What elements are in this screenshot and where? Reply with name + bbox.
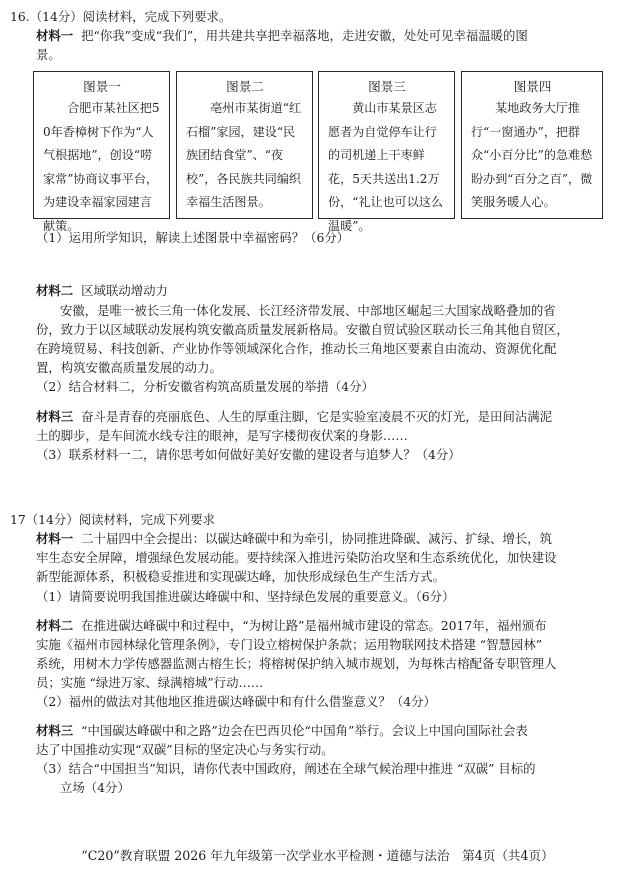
q16-material2-line: 置，构筑安徽高质量发展的动力。 (36, 360, 222, 375)
q16-material2-header (36, 283, 168, 299)
q17-material2-line3: 系统，用树木力学传感器监测古榕生长；将榕树保护纳入城市规划，为每株古榕配备专职管理人 (36, 656, 557, 671)
scene-text: 某地政务大厅推行“一窗通办”，把群众“小百分比”的急难愁盼办到“百分之百”，微笑服务暖人心。 (471, 101, 593, 210)
q16-material2-title: 区域联动增动力 (81, 283, 168, 298)
q17-material1-line2: 牢生态安全屏障，增强绿色发展动能。要持续深入推进污染防治攻坚和生态系统优化，加快建设 (36, 550, 557, 565)
scene-title: 图景一 (83, 79, 121, 94)
scene-box-4 (461, 71, 603, 219)
scene-title: 图景三 (368, 79, 406, 94)
scene-box-2 (176, 71, 313, 219)
q16-material3-line2: 土的脚步，是车间流水线专注的眼神，是写字楼彻夜伏案的身影…… (36, 428, 408, 443)
scene-title: 图景四 (513, 79, 552, 94)
q17-material2-line1 (36, 618, 547, 634)
q17-material3-line1 (36, 723, 528, 739)
q16-material3-label: 材料三 (36, 409, 74, 424)
q17-material1-text: 二十届四中全会提出：以碳达峰碳中和为牵引，协同推进降碳、减污、扩绿、增长，筑 (81, 531, 553, 546)
q16-material1-text: 把“你我”变成“我们”，用共建共享把幸福落地，走进安徽，处处可见幸福温暖的图 (81, 28, 528, 43)
q17-heading: 17（14分）阅读材料，完成下列要求 (10, 512, 216, 527)
q16-material2-line: 份，致力于以区域联动发展构筑安徽高质量发展新格局。安徽自贸试验区联动长三角其他自贸区， (36, 322, 569, 337)
q16-material1-label: 材料一 (36, 28, 74, 43)
q17-material2-line2: 实施《福州市园林绿化管理条例》，专门设立榕树保护条款；运用物联网技术搭建 “智慧园林” (36, 637, 543, 652)
q17-material1-line1 (36, 531, 552, 547)
q16-heading: 16.（14分）阅读材料，完成下列要求。 (10, 9, 232, 24)
q16-material2-label: 材料二 (36, 283, 74, 298)
q17-question1: （1）请简要说明我国推进碳达峰碳中和、坚持绿色发展的重要意义。（6分） (36, 589, 455, 604)
page-footer: “C20”教育联盟 2026 年九年级第一次学业水平检测・道德与法治 第4页（共4页） (81, 848, 554, 863)
q16-material3-line1 (36, 409, 552, 425)
scene-box-1 (33, 71, 170, 233)
scene-box-3 (318, 71, 455, 233)
q16-material2-line: 在跨境贸易、科技创新、产业协作等领域深化合作，推动长三角地区要素自由流动、资源优化配 (36, 341, 557, 356)
q17-question2: （2）福州的做法对其他地区推进碳达峰碳中和有什么借鉴意义？（4分） (36, 694, 436, 709)
q16-material1-line2: 景。 (36, 47, 61, 62)
q16-material1-line1 (36, 28, 528, 44)
scene-text: 亳州市某街道“红石榴”家园，建设“民族团结食堂”、“夜校”，各民族共同编织幸福生活图景。 (186, 101, 302, 210)
scene-text: 黄山市某景区志愿者为自觉停车让行的司机递上干枣鲜花，5天共送出1.2万份，“礼让也可以这么温暖”。 (328, 101, 444, 233)
q17-material3-text: “中国碳达峰碳中和之路”边会在巴西贝伦“中国角”举行。会议上中国向国际社会表 (81, 723, 528, 738)
q17-material3-line2: 达了中国推动实现“双碳”目标的坚定决心与务实行动。 (36, 742, 334, 757)
q16-material2-line: 安徽，是唯一被长三角一体化发展、长江经济带发展、中部地区崛起三大国家战略叠加的省 (60, 303, 556, 318)
q16-question2: （2）结合材料二，分析安徽省构筑高质量发展的举措（4分） (36, 379, 374, 394)
q16-material3-text: 奋斗是青春的亮丽底色、人生的厚重注脚，它是实验室凌晨不灭的灯光，是田间沾满泥 (81, 409, 553, 424)
q16-question3: （3）联系材料一二，请你思考如何做好美好安徽的建设者与追梦人？（4分） (36, 447, 461, 462)
q17-question3-line2: 立场（4分） (60, 780, 130, 795)
q17-material2-label: 材料二 (36, 618, 74, 633)
q17-question3-line1: （3）结合“中国担当”知识，请你代表中国政府，阐述在全球气候治理中推进 “双碳” 目标的 (36, 761, 536, 776)
scene-title: 图景二 (226, 79, 264, 94)
q16-question1: （1）运用所学知识，解读上述图景中幸福密码？（6分） (36, 230, 350, 245)
q17-material2-line4: 员；实施 “绿进万家、绿满榕城”行动…… (36, 675, 264, 690)
scene-boxes (33, 71, 604, 233)
scene-text: 合肥市某社区把50年香樟树下作为“人气根据地”，创设“唠家常”协商议事平台，为建设幸福家园建言献策。 (43, 101, 160, 233)
q17-material2-text: 在推进碳达峰碳中和过程中，“为树让路”是福州城市建设的常态。2017年，福州颁布 (81, 618, 547, 633)
q17-material1-label: 材料一 (36, 531, 74, 546)
q17-material1-line3: 新型能源体系，积极稳妥推进和实现碳达峰，加快形成绿色生产生活方式。 (36, 569, 445, 584)
q17-material3-label: 材料三 (36, 723, 74, 738)
